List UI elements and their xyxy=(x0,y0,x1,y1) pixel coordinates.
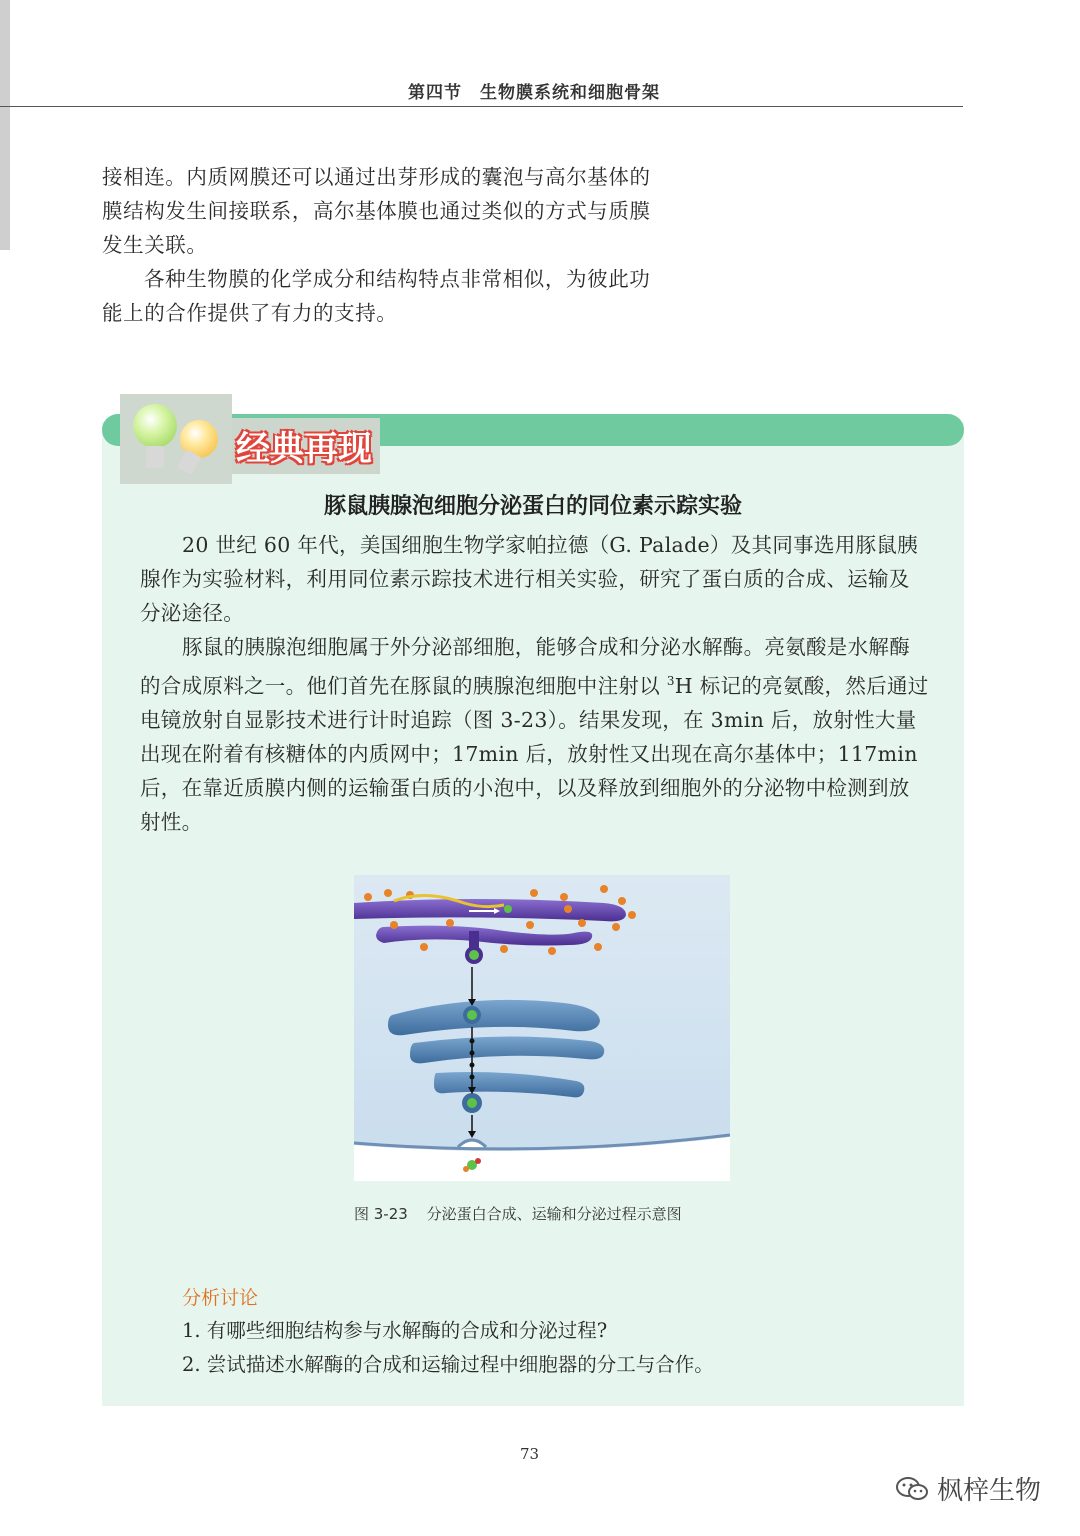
watermark xyxy=(895,1470,1041,1507)
green-lightbulb-base xyxy=(146,446,164,468)
banner-title: 经典再现 xyxy=(236,429,372,469)
intro-paragraph-1: 接相连。内质网膜还可以通过出芽形成的囊泡与高尔基体的膜结构发生间接联系，高尔基体膜也通过类似的方式与质膜发生关联。 xyxy=(102,165,651,257)
page-number: 73 xyxy=(520,1445,540,1463)
discussion-heading: 分析讨论 xyxy=(182,1287,259,1309)
watermark-text: 枫梓生物 xyxy=(937,1476,1042,1506)
figure-number: 图 3-23 xyxy=(354,1205,408,1223)
experiment-text xyxy=(140,528,930,839)
secretion-diagram xyxy=(354,875,730,1181)
discussion-questions xyxy=(182,1314,714,1382)
isotope-superscript: 3 xyxy=(666,674,675,688)
green-lightbulb-icon xyxy=(133,404,177,448)
experiment-paragraph-1: 20 世纪 60 年代，美国细胞生物学家帕拉德（G. Palade）及其同事选用豚鼠胰腺作为实验材料，利用同位素示踪技术进行相关实验，研究了蛋白质的合成、运输及分泌途径。 xyxy=(140,533,918,625)
experiment-paragraph-2: 豚鼠的胰腺泡细胞属于外分泌部细胞，能够合成和分泌水解酶。亮氨酸是水解酶的合成原料之一。他们首先在豚鼠的胰腺泡细胞中注射以 $^3$H 标记的亮氨酸，然后通过电镜放射自显影技术进行计时追踪（图 3-23）。结果发现，在 3min 后，放射性大量出现在附着有核糖体的内质网中；17min 后，放射性又出现在高尔基体中；117min 后，在靠近质膜内侧的运输蛋白质的小泡中，以及释放到细胞外的分泌物中检测到放射性。 xyxy=(140,635,929,834)
wechat-icon xyxy=(895,1476,929,1502)
question-1: 1. 有哪些细胞结构参与水解酶的合成和分泌过程? xyxy=(182,1319,608,1342)
header-rule xyxy=(0,106,963,107)
figure-caption-text: 分泌蛋白合成、运输和分泌过程示意图 xyxy=(426,1205,682,1223)
section-title: 豚鼠胰腺泡细胞分泌蛋白的同位素示踪实验 xyxy=(323,494,742,519)
running-header: 第四节 生物膜系统和细胞骨架 xyxy=(408,83,660,103)
question-2: 2. 尝试描述水解酶的合成和运输过程中细胞器的分工与合作。 xyxy=(182,1353,714,1376)
intro-paragraph-2: 各种生物膜的化学成分和结构特点非常相似，为彼此功能上的合作提供了有力的支持。 xyxy=(102,267,651,325)
figure-caption xyxy=(354,1203,682,1224)
intro-text xyxy=(102,160,662,330)
page-spine xyxy=(0,0,10,250)
